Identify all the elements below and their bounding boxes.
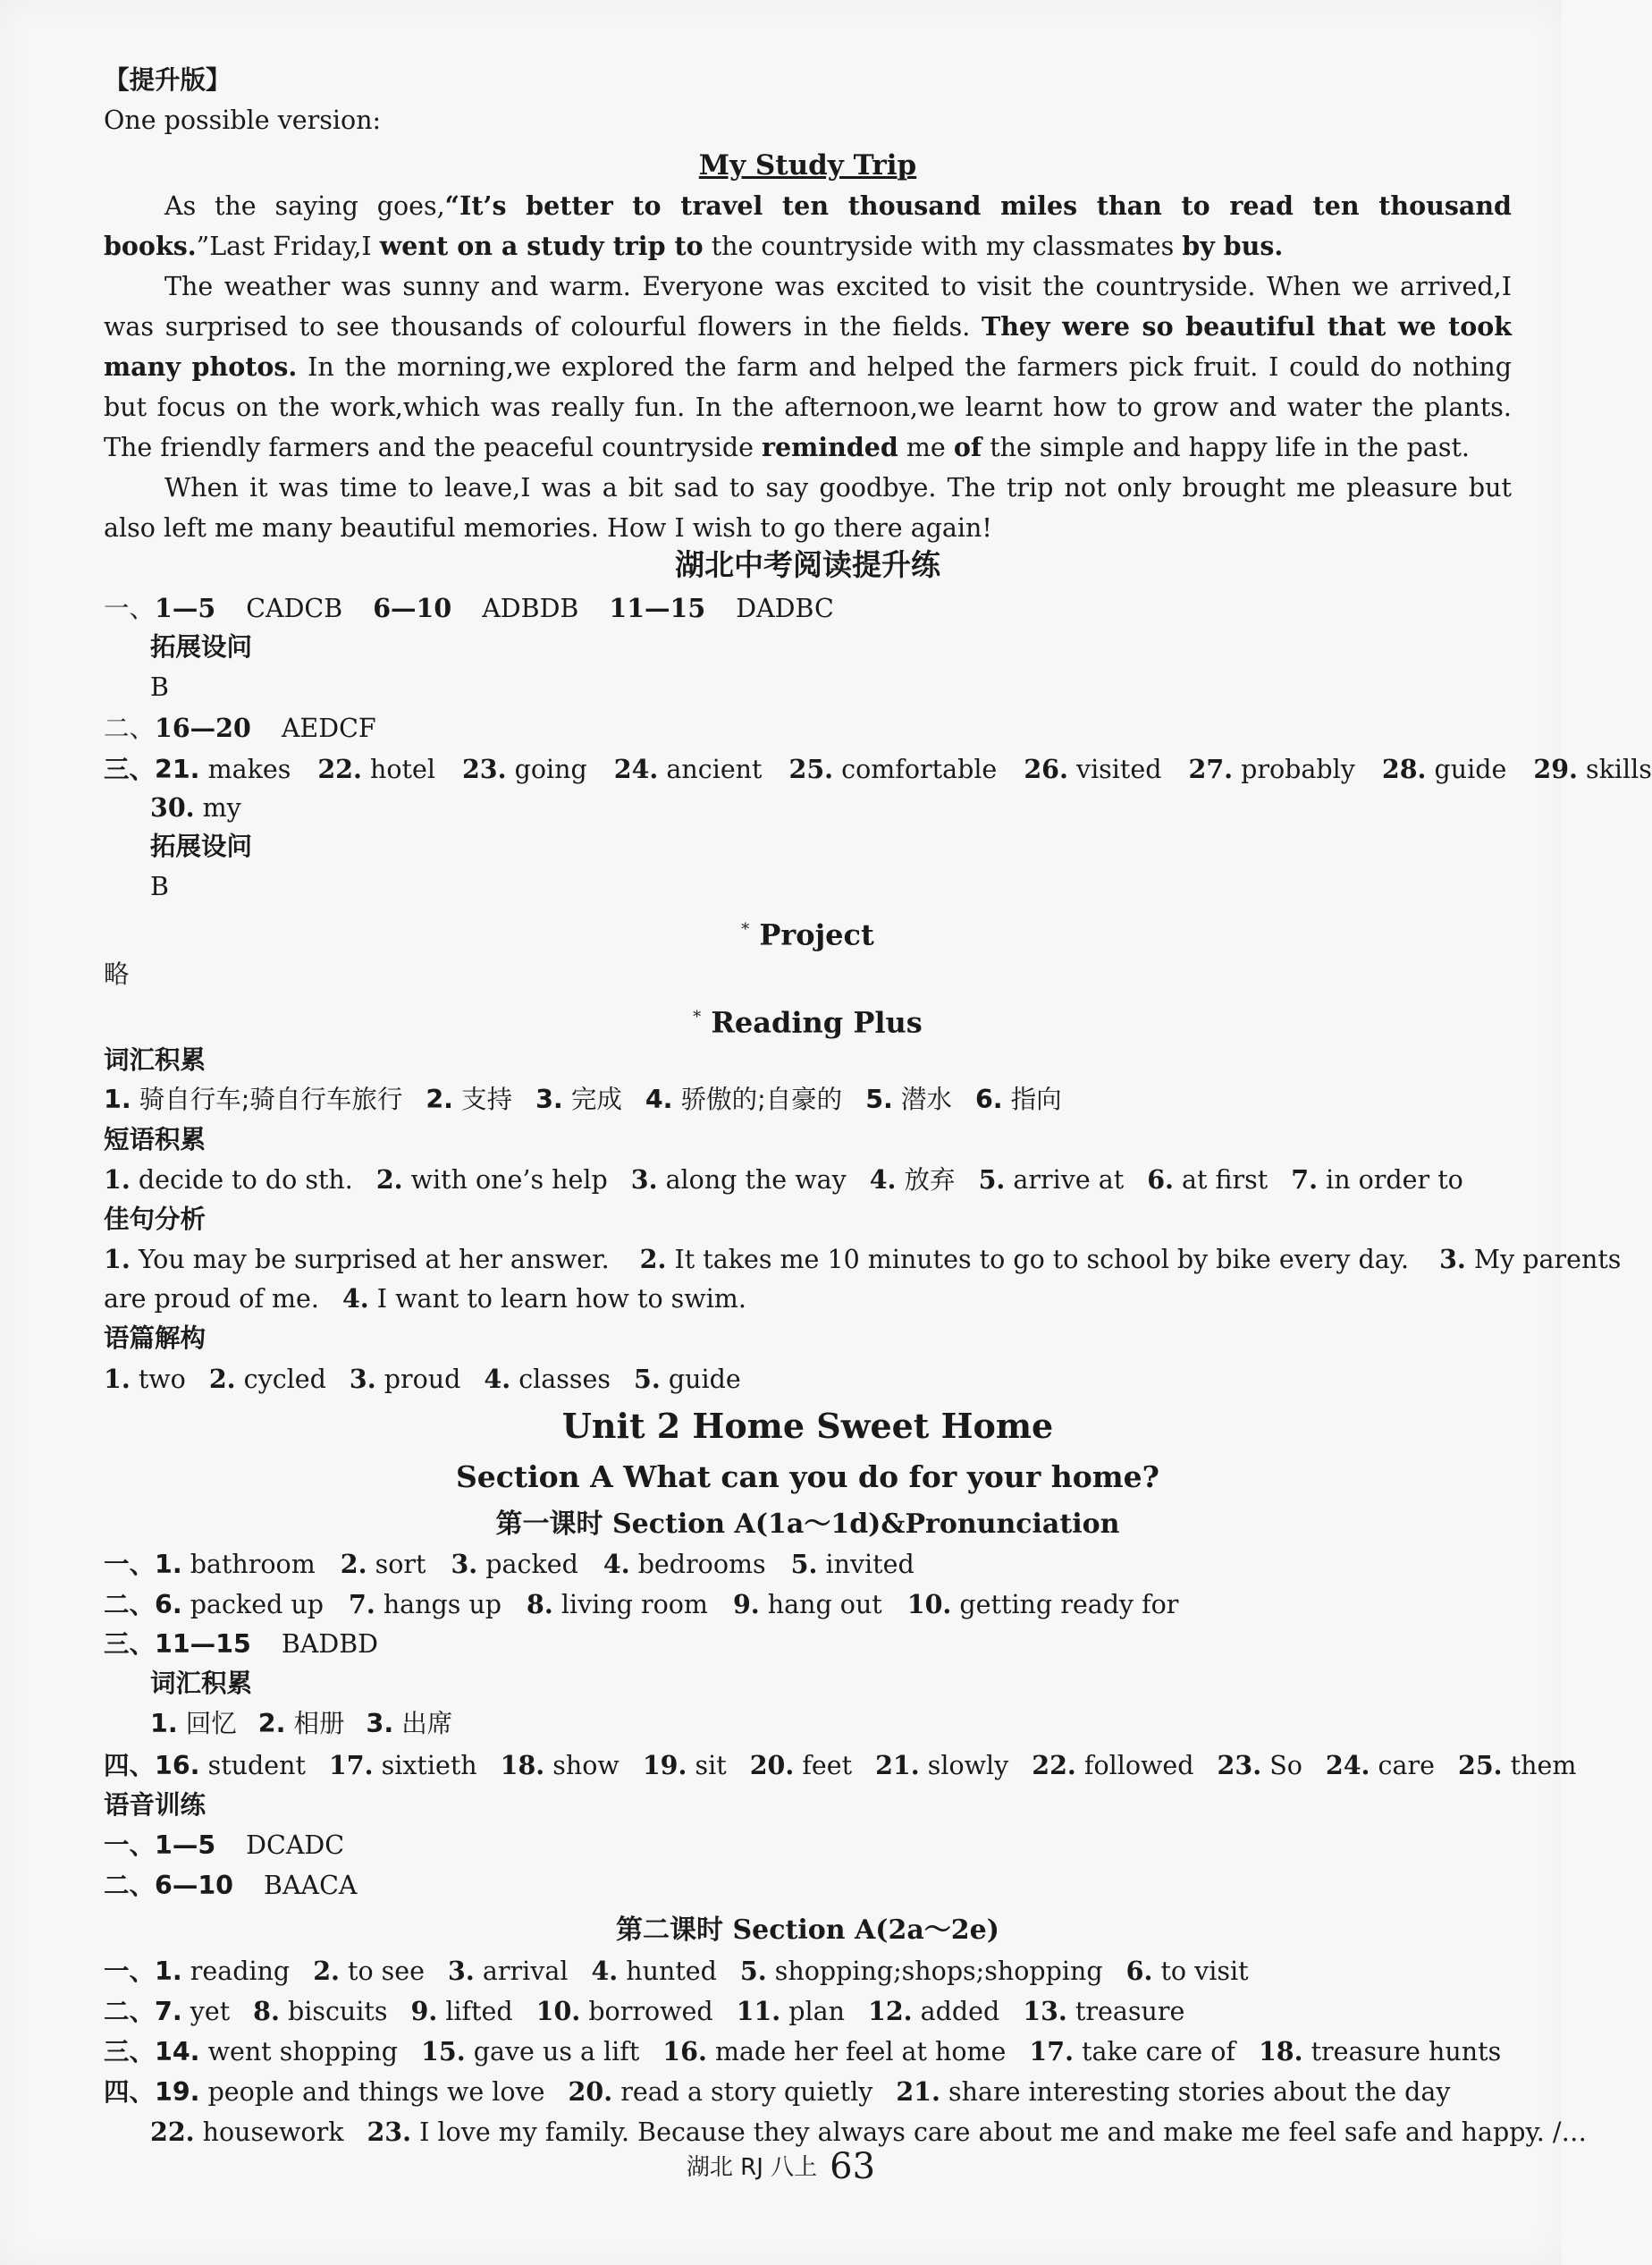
- item-number: 1.: [104, 1244, 131, 1274]
- answer-item: [536, 1997, 713, 2026]
- item-number: 25.: [1457, 1750, 1503, 1780]
- answer-item: [740, 1957, 1103, 1986]
- item-number: 28.: [1381, 754, 1427, 784]
- answer-item: [662, 2037, 1006, 2066]
- item-number: 18.: [500, 1750, 545, 1780]
- item-text: 骑自行车;骑自行车旅行: [139, 1085, 403, 1114]
- item-number: 9.: [410, 1996, 438, 2026]
- structure-item: [104, 1365, 186, 1394]
- lesson1-vocab-heading: 词汇积累: [150, 1669, 253, 1698]
- cloze-answer: [462, 755, 587, 784]
- structure-item: [634, 1365, 741, 1394]
- answer-item: [104, 1550, 316, 1579]
- item-number: 10.: [906, 1589, 952, 1619]
- item-number: 3.: [448, 1956, 475, 1986]
- lesson1-line-1: [104, 1546, 914, 1583]
- item-number: 18.: [1258, 2036, 1303, 2066]
- phrase-item: [104, 1165, 353, 1195]
- item-text: bedrooms: [637, 1550, 766, 1579]
- answer-item: [591, 1957, 716, 1986]
- item-number: 6.: [974, 1085, 1003, 1114]
- item-number: 10.: [535, 1996, 581, 2026]
- answer-item: [421, 2037, 639, 2066]
- item-number: 24.: [613, 754, 659, 784]
- structure-item: [209, 1365, 326, 1394]
- reading-section-title: 湖北中考阅读提升练: [675, 547, 940, 582]
- item-text: getting ready for: [959, 1590, 1179, 1619]
- item-number: 2.: [340, 1549, 367, 1579]
- item-number: 21.: [875, 1750, 920, 1780]
- vocab-item: [535, 1085, 622, 1114]
- item-number: 22.: [1032, 1750, 1076, 1780]
- essay-paragraph-1: As the saying goes,“It’s better to travel ten thousand miles than to read ten thousand books.”Last Friday,I went on a study trip to the countryside with my classmates by bus.: [104, 190, 1512, 261]
- essay-paragraph-2: The weather was sunny and warm. Everyone was excited to visit the countryside. When we arrived,I was surprised to see thousands of colourful flowers in the fields. They were so beautiful that we took many photos. In the morning,we explored the farm and helped the farmers pick fruit. I could do nothing but focus on the work,which was really fun. In the afternoon,we learnt how to grow and water the plants. The friendly farmers and the peaceful countryside reminded me of the simple and happy life in the past.: [104, 272, 1512, 462]
- page-footer: [0, 2146, 1562, 2187]
- item-number: 4.: [645, 1085, 673, 1114]
- lesson-2-title: 第二课时 Section A(2a～2e): [616, 1914, 999, 1946]
- item-number: 11.: [736, 1996, 781, 2026]
- cloze-answer: [1024, 755, 1161, 784]
- item-number: 1.: [104, 1164, 131, 1195]
- phrase-item: [1147, 1165, 1268, 1195]
- item-number: 4.: [603, 1549, 630, 1579]
- item-text: share interesting stories about the day: [948, 2077, 1451, 2107]
- phrase-heading: 短语积累: [104, 1125, 206, 1154]
- vocab-item: [865, 1085, 952, 1114]
- structure-heading: 语篇解构: [104, 1323, 206, 1353]
- item-number: 5.: [865, 1085, 893, 1114]
- item-text: hang out: [767, 1590, 882, 1619]
- extension-question-label-1: 拓展设问: [150, 632, 253, 662]
- vocab-item: [258, 1709, 345, 1738]
- item-number: 8.: [527, 1589, 553, 1619]
- vocab-item: [645, 1085, 842, 1114]
- item-text: My parents: [1473, 1245, 1622, 1274]
- item-number: 3.: [1439, 1244, 1466, 1274]
- item-number: 23.: [461, 754, 507, 784]
- item-text: packed up: [190, 1590, 324, 1619]
- item-text: reading: [190, 1957, 291, 1986]
- item-text: 潜水: [900, 1085, 952, 1114]
- item-text: student: [207, 1751, 306, 1780]
- item-text: invited: [825, 1550, 914, 1579]
- answer-item: [737, 1997, 845, 2026]
- item-number: 二、6.: [104, 1590, 182, 1619]
- answer-item: [150, 2117, 343, 2147]
- item-number: 3.: [630, 1164, 658, 1195]
- vocab-item: [104, 1085, 402, 1114]
- item-text: with one’s help: [410, 1165, 608, 1195]
- phrase-item: [376, 1165, 608, 1195]
- sentence-item: [640, 1245, 1409, 1274]
- phrase-item: [979, 1165, 1125, 1195]
- phrase-list: [104, 1162, 1463, 1198]
- item-number: 26.: [1024, 754, 1068, 784]
- answer-item: [896, 2077, 1450, 2107]
- item-text: You may be surprised at her answer.: [138, 1245, 610, 1274]
- project-body: 略: [104, 959, 130, 989]
- sentence-list-2: [104, 1280, 746, 1317]
- reading-answers-line-2: 二、16—20 AEDCF: [104, 713, 376, 743]
- item-text: It takes me 10 minutes to go to school by bike every day.: [674, 1245, 1410, 1274]
- item-text: 完成: [570, 1085, 622, 1114]
- vocab-item: [150, 1709, 237, 1738]
- answer-item: [1032, 1751, 1193, 1780]
- answer-item: [104, 2077, 545, 2107]
- essay-paragraph-3: When it was time to leave,I was a bit sad to say goodbye. The trip not only brought me pleasure but also left me many beautiful memories. How I wish to go there again!: [104, 473, 1512, 543]
- item-text: in order to: [1326, 1165, 1463, 1195]
- cloze-answer: [104, 755, 291, 784]
- cloze-answer: [1382, 755, 1506, 784]
- answer-item: [1029, 2037, 1235, 2066]
- item-text: arrival: [482, 1957, 569, 1986]
- lesson2-line-5: [150, 2114, 1587, 2151]
- item-number: 29.: [1533, 754, 1578, 784]
- item-text: plan: [788, 1997, 846, 2026]
- item-text: sit: [695, 1751, 727, 1780]
- item-number: 5.: [739, 1956, 767, 1986]
- item-text: 指向: [1010, 1085, 1062, 1114]
- lesson1-vocab-list: [150, 1706, 452, 1742]
- item-number: 19.: [642, 1750, 687, 1780]
- lesson2-line-1: [104, 1953, 1249, 1990]
- phonics-heading: 语音训练: [104, 1790, 206, 1820]
- item-text: sixtieth: [381, 1751, 477, 1780]
- item-number: 三、14.: [104, 2037, 200, 2066]
- cloze-answer: [614, 755, 763, 784]
- item-text: skills: [1586, 755, 1652, 784]
- sentence-item: [104, 1245, 610, 1274]
- reading-plus-title: * Reading Plus: [693, 1005, 923, 1040]
- item-text: shopping;shops;shopping: [774, 1957, 1103, 1986]
- answer-item: [1218, 1751, 1302, 1780]
- structure-item: [350, 1365, 460, 1394]
- answer-item: [104, 1751, 306, 1780]
- item-number: 20.: [568, 2076, 613, 2107]
- item-text: 放弃: [904, 1165, 956, 1195]
- answer-item: [253, 1997, 387, 2026]
- item-number: 6.: [1147, 1164, 1174, 1195]
- item-number: 3.: [451, 1549, 478, 1579]
- extension-question-label-2: 拓展设问: [150, 832, 253, 861]
- phrase-item: [870, 1165, 956, 1195]
- item-number: 17.: [1029, 2036, 1075, 2066]
- item-number: 27.: [1188, 754, 1234, 784]
- answer-item: [750, 1751, 852, 1780]
- answer-item: [875, 1751, 1008, 1780]
- item-number: 二、7.: [104, 1997, 182, 2026]
- item-text: packed: [485, 1550, 578, 1579]
- answer-item: [907, 1590, 1179, 1619]
- lesson-1-title: 第一课时 Section A(1a～1d)&Pronunciation: [495, 1509, 1120, 1540]
- item-number: 5.: [978, 1164, 1006, 1195]
- item-text: bathroom: [190, 1550, 316, 1579]
- phrase-item: [631, 1165, 847, 1195]
- item-number: 20.: [749, 1750, 795, 1780]
- vocab-list: [104, 1082, 1062, 1118]
- item-number: 5.: [790, 1549, 818, 1579]
- item-number: 8.: [253, 1996, 280, 2026]
- item-number: 23.: [367, 2117, 412, 2147]
- item-text: sort: [375, 1550, 426, 1579]
- sentence-item: [104, 1284, 319, 1314]
- item-text: going: [514, 755, 587, 784]
- item-text: along the way: [665, 1165, 847, 1195]
- answer-item: [448, 1957, 568, 1986]
- item-text: borrowed: [588, 1997, 713, 2026]
- section-title: Section A What can you do for your home?: [455, 1459, 1160, 1494]
- item-text: people and things we love: [207, 2077, 545, 2107]
- item-text: living room: [560, 1590, 708, 1619]
- item-text: care: [1378, 1751, 1435, 1780]
- item-number: 4.: [591, 1956, 619, 1986]
- item-number: 4.: [869, 1164, 897, 1195]
- item-text: 骄傲的;自豪的: [680, 1085, 843, 1114]
- extension-answer-1: B: [150, 672, 169, 702]
- item-number: 一、1.: [104, 1957, 182, 1986]
- item-text: classes: [518, 1365, 611, 1394]
- reading-answers-line-3b: 30. my: [150, 792, 241, 823]
- item-text: 相册: [293, 1709, 345, 1738]
- project-title: * Project: [741, 917, 874, 952]
- item-text: to see: [348, 1957, 426, 1986]
- item-number: 3.: [535, 1085, 563, 1114]
- item-text: yet: [190, 1997, 231, 2026]
- item-text: hunted: [626, 1957, 717, 1986]
- cloze-answer: [1533, 755, 1652, 784]
- lesson1-line-4: [104, 1747, 1576, 1784]
- item-text: 回忆: [185, 1709, 237, 1738]
- item-number: 4.: [341, 1283, 369, 1314]
- item-text: decide to do sth.: [138, 1165, 353, 1195]
- item-text: to visit: [1160, 1957, 1249, 1986]
- reading-answers-line-1: 一、1—5 CADCB 6—10 ADBDB 11—15 DADBC: [104, 593, 834, 623]
- cloze-answer: [789, 755, 998, 784]
- answer-item: [791, 1550, 914, 1579]
- item-text: show: [552, 1751, 620, 1780]
- answer-item: [451, 1550, 577, 1579]
- cloze-answer: [317, 755, 435, 784]
- lesson1-line-2: [104, 1586, 1178, 1623]
- sentence-heading: 佳句分析: [104, 1204, 206, 1234]
- item-number: 17.: [328, 1750, 374, 1780]
- sentence-list-1: [104, 1241, 1621, 1278]
- item-number: 四、19.: [104, 2077, 200, 2107]
- page-number: 63: [830, 2146, 876, 2187]
- item-text: guide: [668, 1365, 741, 1394]
- item-text: I want to learn how to swim.: [376, 1284, 746, 1314]
- item-text: arrive at: [1013, 1165, 1125, 1195]
- item-text: are proud of me.: [104, 1284, 319, 1314]
- item-number: 16.: [662, 2036, 707, 2066]
- item-number: 15.: [421, 2036, 466, 2066]
- answer-item: [349, 1590, 502, 1619]
- item-number: 7.: [348, 1589, 375, 1619]
- answer-item: [410, 1997, 512, 2026]
- item-number: 5.: [634, 1364, 661, 1394]
- item-text: probably: [1241, 755, 1355, 784]
- item-text: hangs up: [383, 1590, 502, 1619]
- item-number: 12.: [868, 1996, 913, 2026]
- answer-item: [733, 1590, 882, 1619]
- item-text: makes: [207, 755, 291, 784]
- structure-list: [104, 1361, 741, 1398]
- item-text: proud: [384, 1365, 461, 1394]
- item-number: 3.: [366, 1709, 394, 1738]
- intro-line: One possible version:: [104, 106, 382, 135]
- item-text: So: [1269, 1751, 1302, 1780]
- answer-item: [1458, 1751, 1576, 1780]
- item-text: at first: [1182, 1165, 1268, 1195]
- version-tag: 【提升版】: [104, 65, 232, 95]
- item-number: 6.: [1125, 1956, 1153, 1986]
- answer-item: [341, 1550, 426, 1579]
- answer-item: [1126, 1957, 1249, 1986]
- item-number: 9.: [732, 1589, 760, 1619]
- footer-label: 湖北 RJ 八上: [686, 2154, 818, 2181]
- answer-item: [1023, 1997, 1184, 2026]
- extension-answer-2: B: [150, 872, 169, 901]
- answer-item: [603, 1550, 766, 1579]
- item-text: take care of: [1082, 2037, 1235, 2066]
- item-text: cycled: [243, 1365, 326, 1394]
- item-text: comfortable: [841, 755, 998, 784]
- item-number: 13.: [1023, 1996, 1067, 2026]
- answer-item: [367, 2117, 1587, 2147]
- item-text: visited: [1075, 755, 1162, 784]
- cloze-answer: [1189, 755, 1355, 784]
- item-text: treasure hunts: [1311, 2037, 1502, 2066]
- answer-item: [569, 2077, 873, 2107]
- item-text: added: [920, 1997, 1000, 2026]
- item-text: biscuits: [287, 1997, 388, 2026]
- item-number: 21.: [896, 2076, 940, 2107]
- item-text: them: [1510, 1751, 1577, 1780]
- item-text: gave us a lift: [473, 2037, 640, 2066]
- item-number: 2.: [639, 1244, 667, 1274]
- item-text: made her feel at home: [714, 2037, 1007, 2066]
- unit-title: Unit 2 Home Sweet Home: [561, 1406, 1054, 1446]
- vocab-item: [367, 1709, 453, 1738]
- phrase-item: [1291, 1165, 1463, 1195]
- item-text: I love my family. Because they always care about me and make me feel safe and happy. /…: [419, 2117, 1588, 2147]
- answer-item: [868, 1997, 999, 2026]
- item-text: two: [138, 1365, 186, 1394]
- item-text: went shopping: [207, 2037, 399, 2066]
- vocab-item: [426, 1085, 512, 1114]
- item-number: 1.: [150, 1709, 178, 1738]
- item-number: 1.: [104, 1085, 131, 1114]
- item-number: 一、1.: [104, 1550, 182, 1579]
- item-text: feet: [802, 1751, 853, 1780]
- answer-item: [643, 1751, 727, 1780]
- answer-item: [1326, 1751, 1435, 1780]
- item-text: treasure: [1075, 1997, 1185, 2026]
- item-text: hotel: [370, 755, 435, 784]
- item-text: ancient: [666, 755, 763, 784]
- answer-item: [104, 1957, 290, 1986]
- phonics-line-1: 一、1—5 DCADC: [104, 1830, 345, 1860]
- answer-item: [313, 1957, 425, 1986]
- item-number: 四、16.: [104, 1751, 200, 1780]
- item-number: 23.: [1217, 1750, 1262, 1780]
- answer-item: [104, 1590, 324, 1619]
- answer-item: [104, 2037, 398, 2066]
- item-number: 22.: [150, 2117, 195, 2147]
- answer-item: [1259, 2037, 1501, 2066]
- item-number: 2.: [208, 1364, 236, 1394]
- vocab-item: [975, 1085, 1062, 1114]
- answer-item: [527, 1590, 708, 1619]
- item-text: lifted: [445, 1997, 513, 2026]
- answer-item: [329, 1751, 477, 1780]
- item-number: 4.: [484, 1364, 511, 1394]
- item-text: slowly: [927, 1751, 1009, 1780]
- item-number: 2.: [375, 1164, 403, 1195]
- answer-item: [501, 1751, 620, 1780]
- item-text: read a story quietly: [620, 2077, 873, 2107]
- item-number: 7.: [1291, 1164, 1319, 1195]
- lesson2-line-2: [104, 1993, 1184, 2030]
- sentence-item: [342, 1284, 746, 1314]
- structure-item: [484, 1365, 611, 1394]
- item-number: 2.: [313, 1956, 340, 1986]
- item-number: 三、21.: [104, 755, 200, 784]
- essay-title: My Study Trip: [698, 149, 917, 182]
- item-number: 22.: [317, 754, 362, 784]
- item-number: 2.: [426, 1085, 454, 1114]
- item-number: 25.: [788, 754, 834, 784]
- phonics-line-2: 二、6—10 BAACA: [104, 1871, 358, 1900]
- vocab-heading: 词汇积累: [104, 1045, 206, 1075]
- lesson1-line-3: 三、11—15 BADBD: [104, 1629, 378, 1659]
- item-text: followed: [1083, 1751, 1194, 1780]
- lesson2-line-4: [104, 2074, 1450, 2110]
- sentence-item: [1439, 1245, 1621, 1274]
- item-text: housework: [202, 2117, 344, 2147]
- item-text: 出席: [401, 1709, 453, 1738]
- answer-item: [104, 1997, 230, 2026]
- reading-answers-line-3: [104, 751, 1652, 788]
- item-number: 24.: [1325, 1750, 1370, 1780]
- item-number: 2.: [257, 1709, 286, 1738]
- item-text: 支持: [461, 1085, 513, 1114]
- item-number: 1.: [104, 1364, 131, 1394]
- lesson2-line-3: [104, 2033, 1501, 2070]
- item-text: guide: [1434, 755, 1507, 784]
- item-number: 3.: [349, 1364, 376, 1394]
